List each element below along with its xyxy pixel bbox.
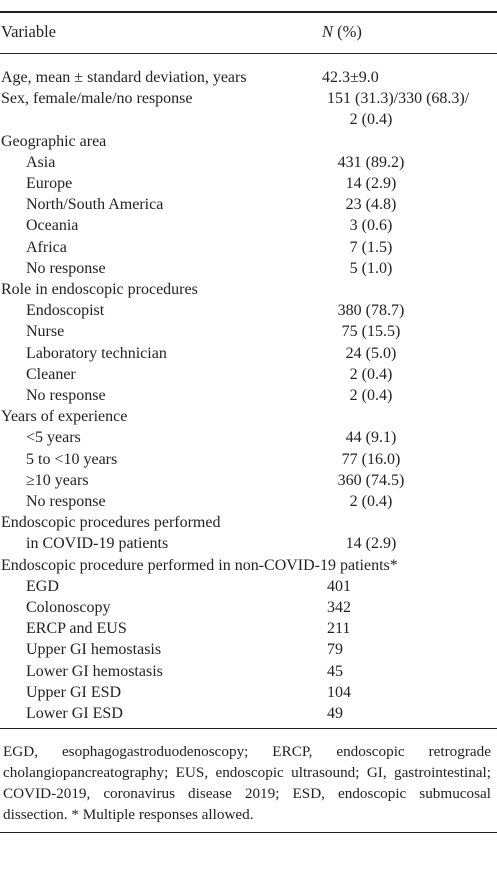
table-row [0, 385, 497, 406]
header-rule [0, 53, 497, 54]
row-label: Europe [26, 175, 73, 192]
row-label: ERCP and EUS [26, 620, 127, 638]
row-label: EGD [26, 577, 59, 595]
row-value: 2 (0.4) [349, 387, 393, 404]
row-value: 380 (78.7) [337, 302, 405, 320]
row-value: 14 (2.9) [345, 175, 397, 192]
row-label: No response [26, 493, 106, 510]
table-row [0, 661, 497, 682]
row-value: 45 [327, 662, 343, 680]
table-row [0, 576, 497, 597]
row-label: Endoscopist [26, 302, 105, 320]
row-value: 75 (15.5) [341, 323, 401, 341]
table-row [0, 555, 497, 576]
table-row [0, 67, 497, 88]
row-value: 14 (2.9) [345, 535, 397, 553]
header-n-percent [322, 22, 362, 42]
row-value: 49 [327, 705, 343, 722]
row-label: Geographic area [1, 132, 107, 150]
table-row [0, 109, 497, 130]
row-label: in COVID-19 patients [26, 535, 169, 553]
row-label: Role in endoscopic procedures [1, 281, 198, 298]
table-row [0, 470, 497, 491]
row-label: Cleaner [26, 365, 76, 383]
row-label: No response [26, 259, 106, 277]
footnote: EGD, esophagogastroduodenoscopy; ERCP, endoscopic retrograde cholangiopancreatography; EUS, endoscopic ultrasound; GI, gastrointestinal; COVID-2019, coronavirus disease 2019; ESD, endoscopic submucosal dissection. * Multiple responses allowed. [3, 743, 491, 823]
row-value: 211 [327, 620, 351, 638]
bottom-rule [0, 832, 497, 833]
row-value: 5 (1.0) [349, 259, 393, 277]
row-value: 2 (0.4) [349, 493, 393, 510]
table-row [0, 152, 497, 173]
table-row [0, 597, 497, 618]
table-row [0, 618, 497, 639]
table-row [0, 321, 497, 342]
table-row [0, 512, 497, 533]
table-row [0, 533, 497, 554]
row-label: Lower GI hemostasis [26, 662, 163, 680]
row-label: Nurse [26, 323, 65, 341]
row-value: 42.3±9.0 [322, 69, 379, 86]
row-value: 24 (5.0) [345, 344, 397, 362]
table-row [0, 215, 497, 236]
row-value: 151 (31.3)/330 (68.3)/ [327, 90, 470, 108]
row-label: Laboratory technician [26, 344, 167, 362]
row-label: Lower GI ESD [26, 705, 123, 722]
row-value: 3 (0.6) [349, 217, 393, 235]
table-row [0, 131, 497, 152]
row-label: North/South America [26, 196, 164, 214]
row-label: Colonoscopy [26, 599, 111, 616]
table-row [0, 88, 497, 109]
row-label: Africa [26, 238, 67, 256]
table-row [0, 364, 497, 385]
row-label: ≥10 years [26, 471, 89, 489]
row-label: Endoscopic procedures performed [1, 514, 221, 532]
table-row [0, 639, 497, 660]
row-value: 431 (89.2) [337, 153, 405, 171]
header-n: N [322, 22, 334, 41]
row-value: 104 [327, 683, 351, 701]
row-value: 23 (4.8) [345, 196, 397, 214]
row-value: 2 (0.4) [349, 111, 393, 129]
table-row [0, 449, 497, 470]
row-value: 79 [327, 641, 343, 659]
table-row [0, 237, 497, 258]
row-value: 360 (74.5) [337, 471, 405, 489]
row-value: 44 (9.1) [345, 429, 397, 447]
row-label: Upper GI hemostasis [26, 641, 162, 659]
row-value: 2 (0.4) [349, 365, 393, 383]
row-label: Sex, female/male/no response [1, 90, 193, 108]
table-row [0, 300, 497, 321]
table-row [0, 258, 497, 279]
table-row [0, 343, 497, 364]
row-label: Asia [26, 153, 56, 171]
table-row [0, 173, 497, 194]
table-row [0, 703, 497, 724]
row-label: Upper GI ESD [26, 683, 122, 701]
table-row [0, 406, 497, 427]
table-bottom-rule [0, 728, 497, 729]
row-value: 401 [327, 577, 351, 595]
top-rule [0, 11, 497, 13]
table-row [0, 682, 497, 703]
row-label: 5 to <10 years [26, 450, 118, 468]
row-value: 77 (16.0) [341, 450, 401, 468]
table-row [0, 427, 497, 448]
table-row [0, 491, 497, 512]
table-row [0, 279, 497, 300]
row-label: <5 years [26, 429, 81, 447]
row-label: Endoscopic procedure performed in non-COVID-19 patients* [1, 556, 398, 574]
row-label: Years of experience [1, 408, 128, 426]
row-label: Oceania [26, 217, 79, 235]
header-percent: (%) [337, 22, 362, 41]
table-row [0, 194, 497, 215]
header-variable: Variable [1, 22, 56, 41]
row-label: Age, mean ± standard deviation, years [1, 69, 247, 86]
row-label: No response [26, 387, 106, 404]
row-value: 342 [327, 599, 351, 616]
row-value: 7 (1.5) [349, 238, 393, 256]
